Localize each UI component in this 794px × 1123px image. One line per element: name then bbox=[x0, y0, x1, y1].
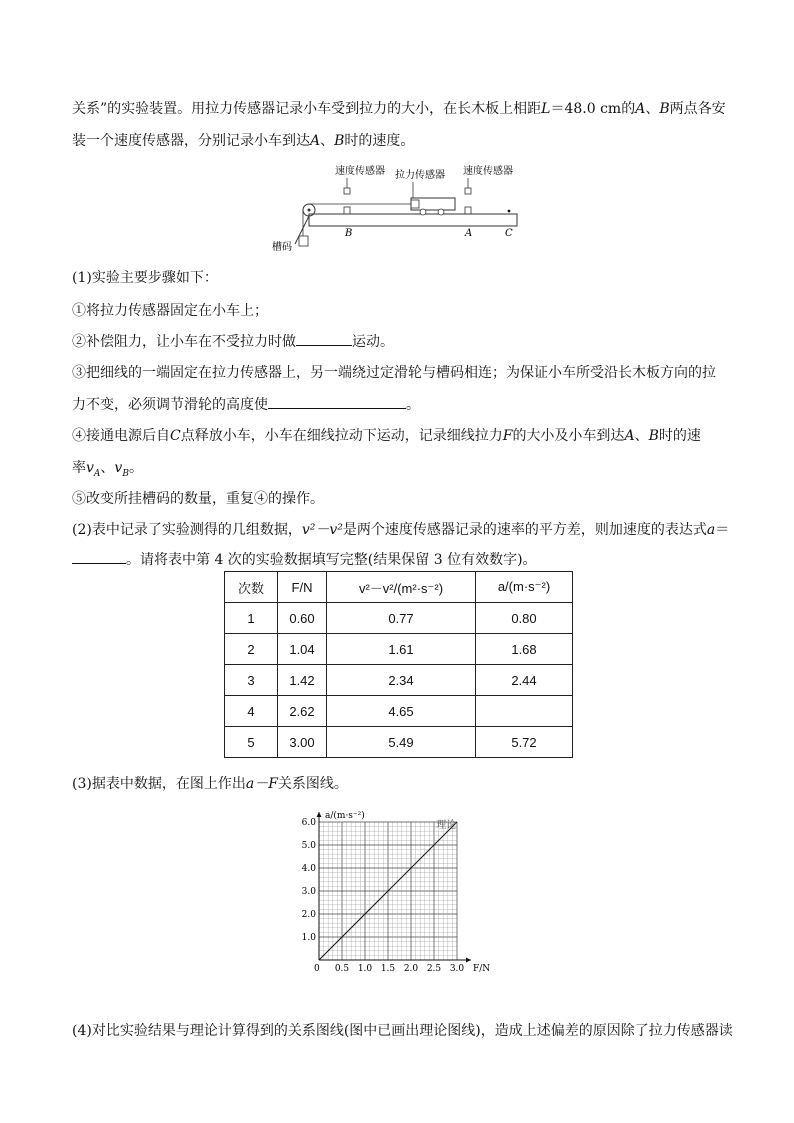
table-cell: 5 bbox=[225, 727, 278, 758]
table-cell: 2.62 bbox=[278, 696, 327, 727]
apparatus-diagram bbox=[265, 160, 535, 260]
table-row bbox=[225, 665, 573, 696]
q3-text: (3)据表中数据，在图上作出a－F关系图线。 bbox=[72, 776, 348, 792]
speed-sensor-right-label: 速度传感器 bbox=[463, 166, 513, 177]
y-tick-label: 4.0 bbox=[301, 864, 316, 874]
table-cell: 2 bbox=[225, 634, 278, 665]
y-tick-label: 6.0 bbox=[301, 818, 316, 828]
table-cell: 4.65 bbox=[327, 696, 476, 727]
table-cell: 1.61 bbox=[327, 634, 476, 665]
table-cell: 5.49 bbox=[327, 727, 476, 758]
theory-line-label: 理论 bbox=[436, 819, 457, 831]
weight-label: 槽码 bbox=[272, 242, 292, 253]
answer-blank-motion[interactable] bbox=[296, 330, 352, 346]
point-c-dot bbox=[508, 210, 511, 213]
long-board bbox=[309, 214, 517, 226]
step-4-line-1: ④接通电源后自C点释放小车，小车在细线拉动下运动，记录细线拉力F的大小及小车到达A、B时的速 bbox=[72, 428, 701, 444]
table-cell: 1.04 bbox=[278, 634, 327, 665]
intro-line-2: 装一个速度传感器，分别记录小车到达A、B时的速度。 bbox=[72, 133, 415, 149]
data-table bbox=[224, 571, 573, 758]
table-row bbox=[225, 696, 573, 727]
x-tick-label: 0.5 bbox=[334, 964, 350, 974]
table-row bbox=[225, 727, 573, 758]
speed-sensor-left-label: 速度传感器 bbox=[335, 166, 385, 177]
answer-blank-pulley[interactable] bbox=[268, 393, 406, 409]
y-tick-label: 5.0 bbox=[301, 841, 316, 851]
point-b-label: B bbox=[345, 228, 353, 239]
table-cell: 2.34 bbox=[327, 665, 476, 696]
table-cell: 0.77 bbox=[327, 603, 476, 634]
table-cell: 3 bbox=[225, 665, 278, 696]
y-axis-label: a/(m·s⁻²) bbox=[325, 811, 365, 821]
step-4-line-2: 率$v_A$、$v_B$。 bbox=[72, 460, 143, 479]
table-cell: 5.72 bbox=[476, 727, 573, 758]
intro-line-1: 关系”的实验装置。用拉力传感器记录小车受到拉力的大小，在长木板上相距L＝48.0 cm的A、B两点各安 bbox=[72, 101, 726, 117]
step-2: ②补偿阻力，让小车在不受拉力时做 运动。 bbox=[72, 330, 732, 353]
q2-line-1: (2)表中记录了实验测得的几组数据，v²－v²是两个速度传感器记录的速率的平方差，则加速度的表达式a＝ bbox=[72, 522, 730, 538]
answer-cell-a4[interactable] bbox=[476, 696, 573, 727]
table-row bbox=[225, 603, 573, 634]
table-header: v²－v²/(m²·s⁻²) bbox=[327, 572, 476, 603]
force-sensor-icon bbox=[411, 200, 419, 208]
table-cell: 0.80 bbox=[476, 603, 573, 634]
table-cell: 0.60 bbox=[278, 603, 327, 634]
x-tick-label: 1.5 bbox=[380, 964, 396, 974]
x-tick-label: 3.0 bbox=[449, 964, 465, 974]
q2-line-2: 。请将表中第 4 次的实验数据填写完整(结果保留 3 位有效数字)。 bbox=[72, 548, 732, 571]
table-cell: 3.00 bbox=[278, 727, 327, 758]
x-tick-label: 2.0 bbox=[403, 964, 419, 974]
x-axis-label: F/N bbox=[473, 964, 491, 974]
origin-label: 0 bbox=[314, 964, 320, 974]
x-tick-label: 1.0 bbox=[357, 964, 373, 974]
force-sensor-label: 拉力传感器 bbox=[395, 170, 445, 181]
q1-title: (1)实验主要步骤如下： bbox=[72, 270, 218, 286]
table-cell: 4 bbox=[225, 696, 278, 727]
point-a-label: A bbox=[465, 228, 473, 239]
table-header: 次数 bbox=[225, 572, 278, 603]
table-cell: 2.44 bbox=[476, 665, 573, 696]
table-cell: 1.42 bbox=[278, 665, 327, 696]
weight-icon bbox=[299, 236, 308, 246]
table-cell: 1.68 bbox=[476, 634, 573, 665]
y-tick-label: 2.0 bbox=[301, 910, 316, 920]
speed-sensor-left-icon bbox=[344, 188, 350, 194]
table-header: a/(m·s⁻²) bbox=[476, 572, 573, 603]
table-row bbox=[225, 634, 573, 665]
step-3-line-1: ③把细线的一端固定在拉力传感器上，另一端绕过定滑轮与槽码相连；为保证小车所受沿长木板方向的拉 bbox=[72, 365, 716, 381]
step-5: ⑤改变所挂槽码的数量，重复④的操作。 bbox=[72, 491, 324, 507]
y-tick-label: 3.0 bbox=[301, 887, 316, 897]
speed-sensor-right-icon bbox=[465, 188, 471, 194]
table-header: F/N bbox=[278, 572, 327, 603]
answer-blank-acceleration[interactable] bbox=[72, 548, 126, 564]
table-header-row bbox=[225, 572, 573, 603]
y-tick-label: 1.0 bbox=[301, 933, 316, 943]
step-1: ①将拉力传感器固定在小车上； bbox=[72, 303, 268, 319]
a-f-graph[interactable] bbox=[295, 808, 495, 978]
point-c-label: C bbox=[505, 228, 513, 239]
x-axis-arrow-icon bbox=[466, 958, 471, 963]
step-3-line-2: 力不变，必须调节滑轮的高度使 。 bbox=[72, 393, 732, 416]
x-tick-label: 2.5 bbox=[426, 964, 442, 974]
q4-text: (4)对比实验结果与理论计算得到的关系图线(图中已画出理论图线)，造成上述偏差的原因除了拉力传感器读 bbox=[72, 1023, 733, 1039]
table-cell: 1 bbox=[225, 603, 278, 634]
y-axis-arrow-icon bbox=[317, 812, 322, 817]
